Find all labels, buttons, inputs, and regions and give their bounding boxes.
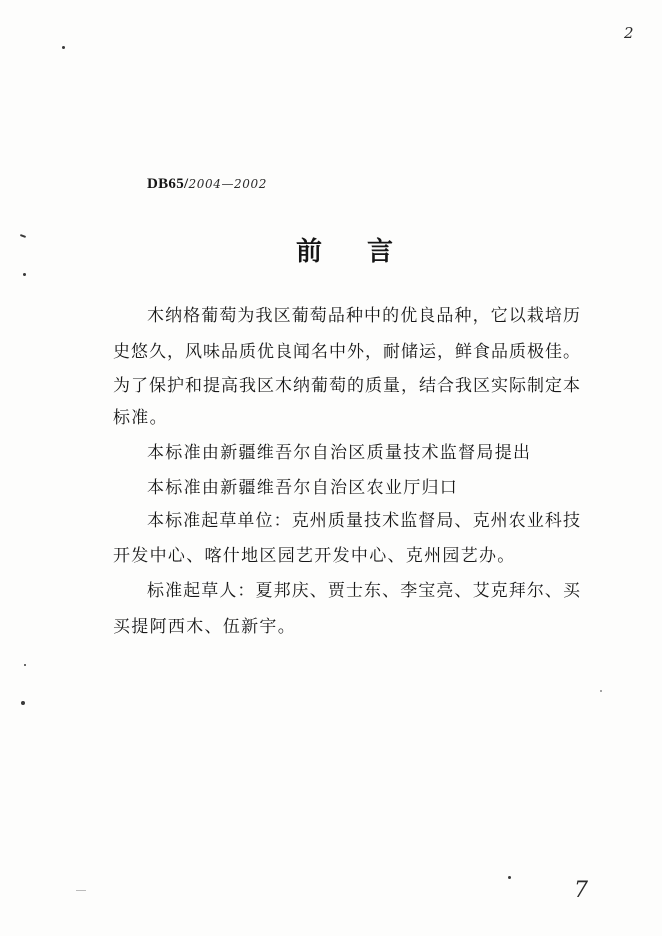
paragraph-line: 本标准由新疆维吾尔自治区农业厅归口 (147, 478, 459, 498)
scan-speck (62, 46, 65, 49)
paragraph-line: 本标准由新疆维吾尔自治区质量技术监督局提出 (147, 443, 532, 463)
paragraph-line: 为了保护和提高我区木纳葡萄的质量，结合我区实际制定本 (113, 376, 580, 396)
page-corner-mark: 7 (574, 878, 588, 903)
page-title: 前言 (296, 237, 439, 267)
scan-speck (508, 876, 511, 879)
standard-number-handwritten: 2004—2002 (188, 177, 267, 191)
scan-speck (76, 890, 86, 891)
page-number-mark: 2 (624, 24, 634, 42)
paragraph-line: 标准起草人：夏邦庆、贾士东、李宝亮、艾克拜尔、买 (147, 581, 580, 601)
standard-prefix: DB65/ (147, 176, 189, 192)
paragraph-line: 标准。 (113, 408, 168, 428)
paragraph-line: 买提阿西木、伍新宇。 (113, 617, 296, 637)
paragraph-line: 史悠久，风味品质优良闻名中外，耐储运，鲜食品质极佳。 (113, 342, 580, 362)
paragraph-line: 开发中心、喀什地区园艺开发中心、克州园艺办。 (113, 546, 516, 566)
scan-speck (24, 664, 26, 666)
paragraph-line: 木纳格葡萄为我区葡萄品种中的优良品种，它以栽培历 (147, 306, 580, 326)
standard-number (147, 173, 267, 194)
paragraph-line: 本标准起草单位：克州质量技术监督局、克州农业科技 (147, 511, 580, 531)
scan-speck (21, 701, 25, 705)
scan-speck (20, 234, 26, 238)
scan-speck (600, 690, 602, 692)
scan-speck (23, 273, 26, 276)
